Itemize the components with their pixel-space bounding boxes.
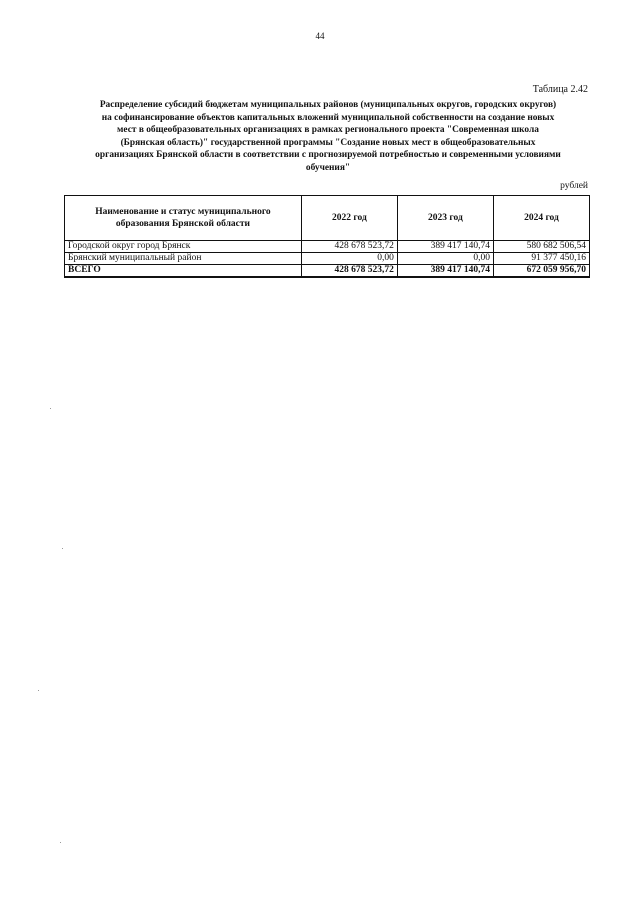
- row-2024: 580 682 506,54: [493, 241, 589, 253]
- table-title: [62, 99, 594, 175]
- header-2024: 2024 год: [493, 196, 589, 241]
- table-number: Таблица 2.42: [532, 84, 588, 95]
- row-2024: 91 377 450,16: [493, 253, 589, 265]
- title-line: на софинансирование объектов капитальных вложений муниципальной собственности на создание новых: [101, 112, 555, 123]
- title-line: Распределение субсидий бюджетам муниципальных районов (муниципальных округов, городских округов): [99, 100, 557, 110]
- total-2022: 428 678 523,72: [301, 265, 397, 278]
- title-line: (Брянская область)" государственной программы "Создание новых мест в общеобразовательных: [120, 137, 536, 148]
- table-header-row: [65, 196, 590, 241]
- header-2023: 2023 год: [397, 196, 493, 241]
- page-number: 44: [315, 31, 325, 41]
- title-line: организациях Брянской области в соответствии с прогнозируемой потребностью и современными условиями: [95, 150, 561, 161]
- title-line: мест в общеобразовательных организациях в рамках регионального проекта "Современная школа: [117, 125, 539, 136]
- total-2023: 389 417 140,74: [397, 265, 493, 278]
- subsidy-table: [64, 195, 590, 278]
- total-2024: 672 059 956,70: [493, 265, 589, 278]
- units-label: рублей: [560, 181, 588, 191]
- total-name: ВСЕГО: [65, 265, 302, 278]
- row-name: Брянский муниципальный район: [65, 253, 302, 265]
- row-2022: 428 678 523,72: [301, 241, 397, 253]
- title-line: обучения": [305, 162, 351, 173]
- scan-speck: [60, 842, 61, 843]
- row-2023: 389 417 140,74: [397, 241, 493, 253]
- row-2022: 0,00: [301, 253, 397, 265]
- scan-speck: [38, 690, 39, 691]
- table-row: [65, 253, 590, 265]
- scan-speck: [62, 548, 63, 549]
- header-name: Наименование и статус муниципального образования Брянской области: [65, 196, 302, 241]
- row-name: Городской округ город Брянск: [65, 241, 302, 253]
- table-row: [65, 241, 590, 253]
- table-total-row: [65, 265, 590, 278]
- header-2022: 2022 год: [301, 196, 397, 241]
- row-2023: 0,00: [397, 253, 493, 265]
- scan-speck: [50, 408, 51, 409]
